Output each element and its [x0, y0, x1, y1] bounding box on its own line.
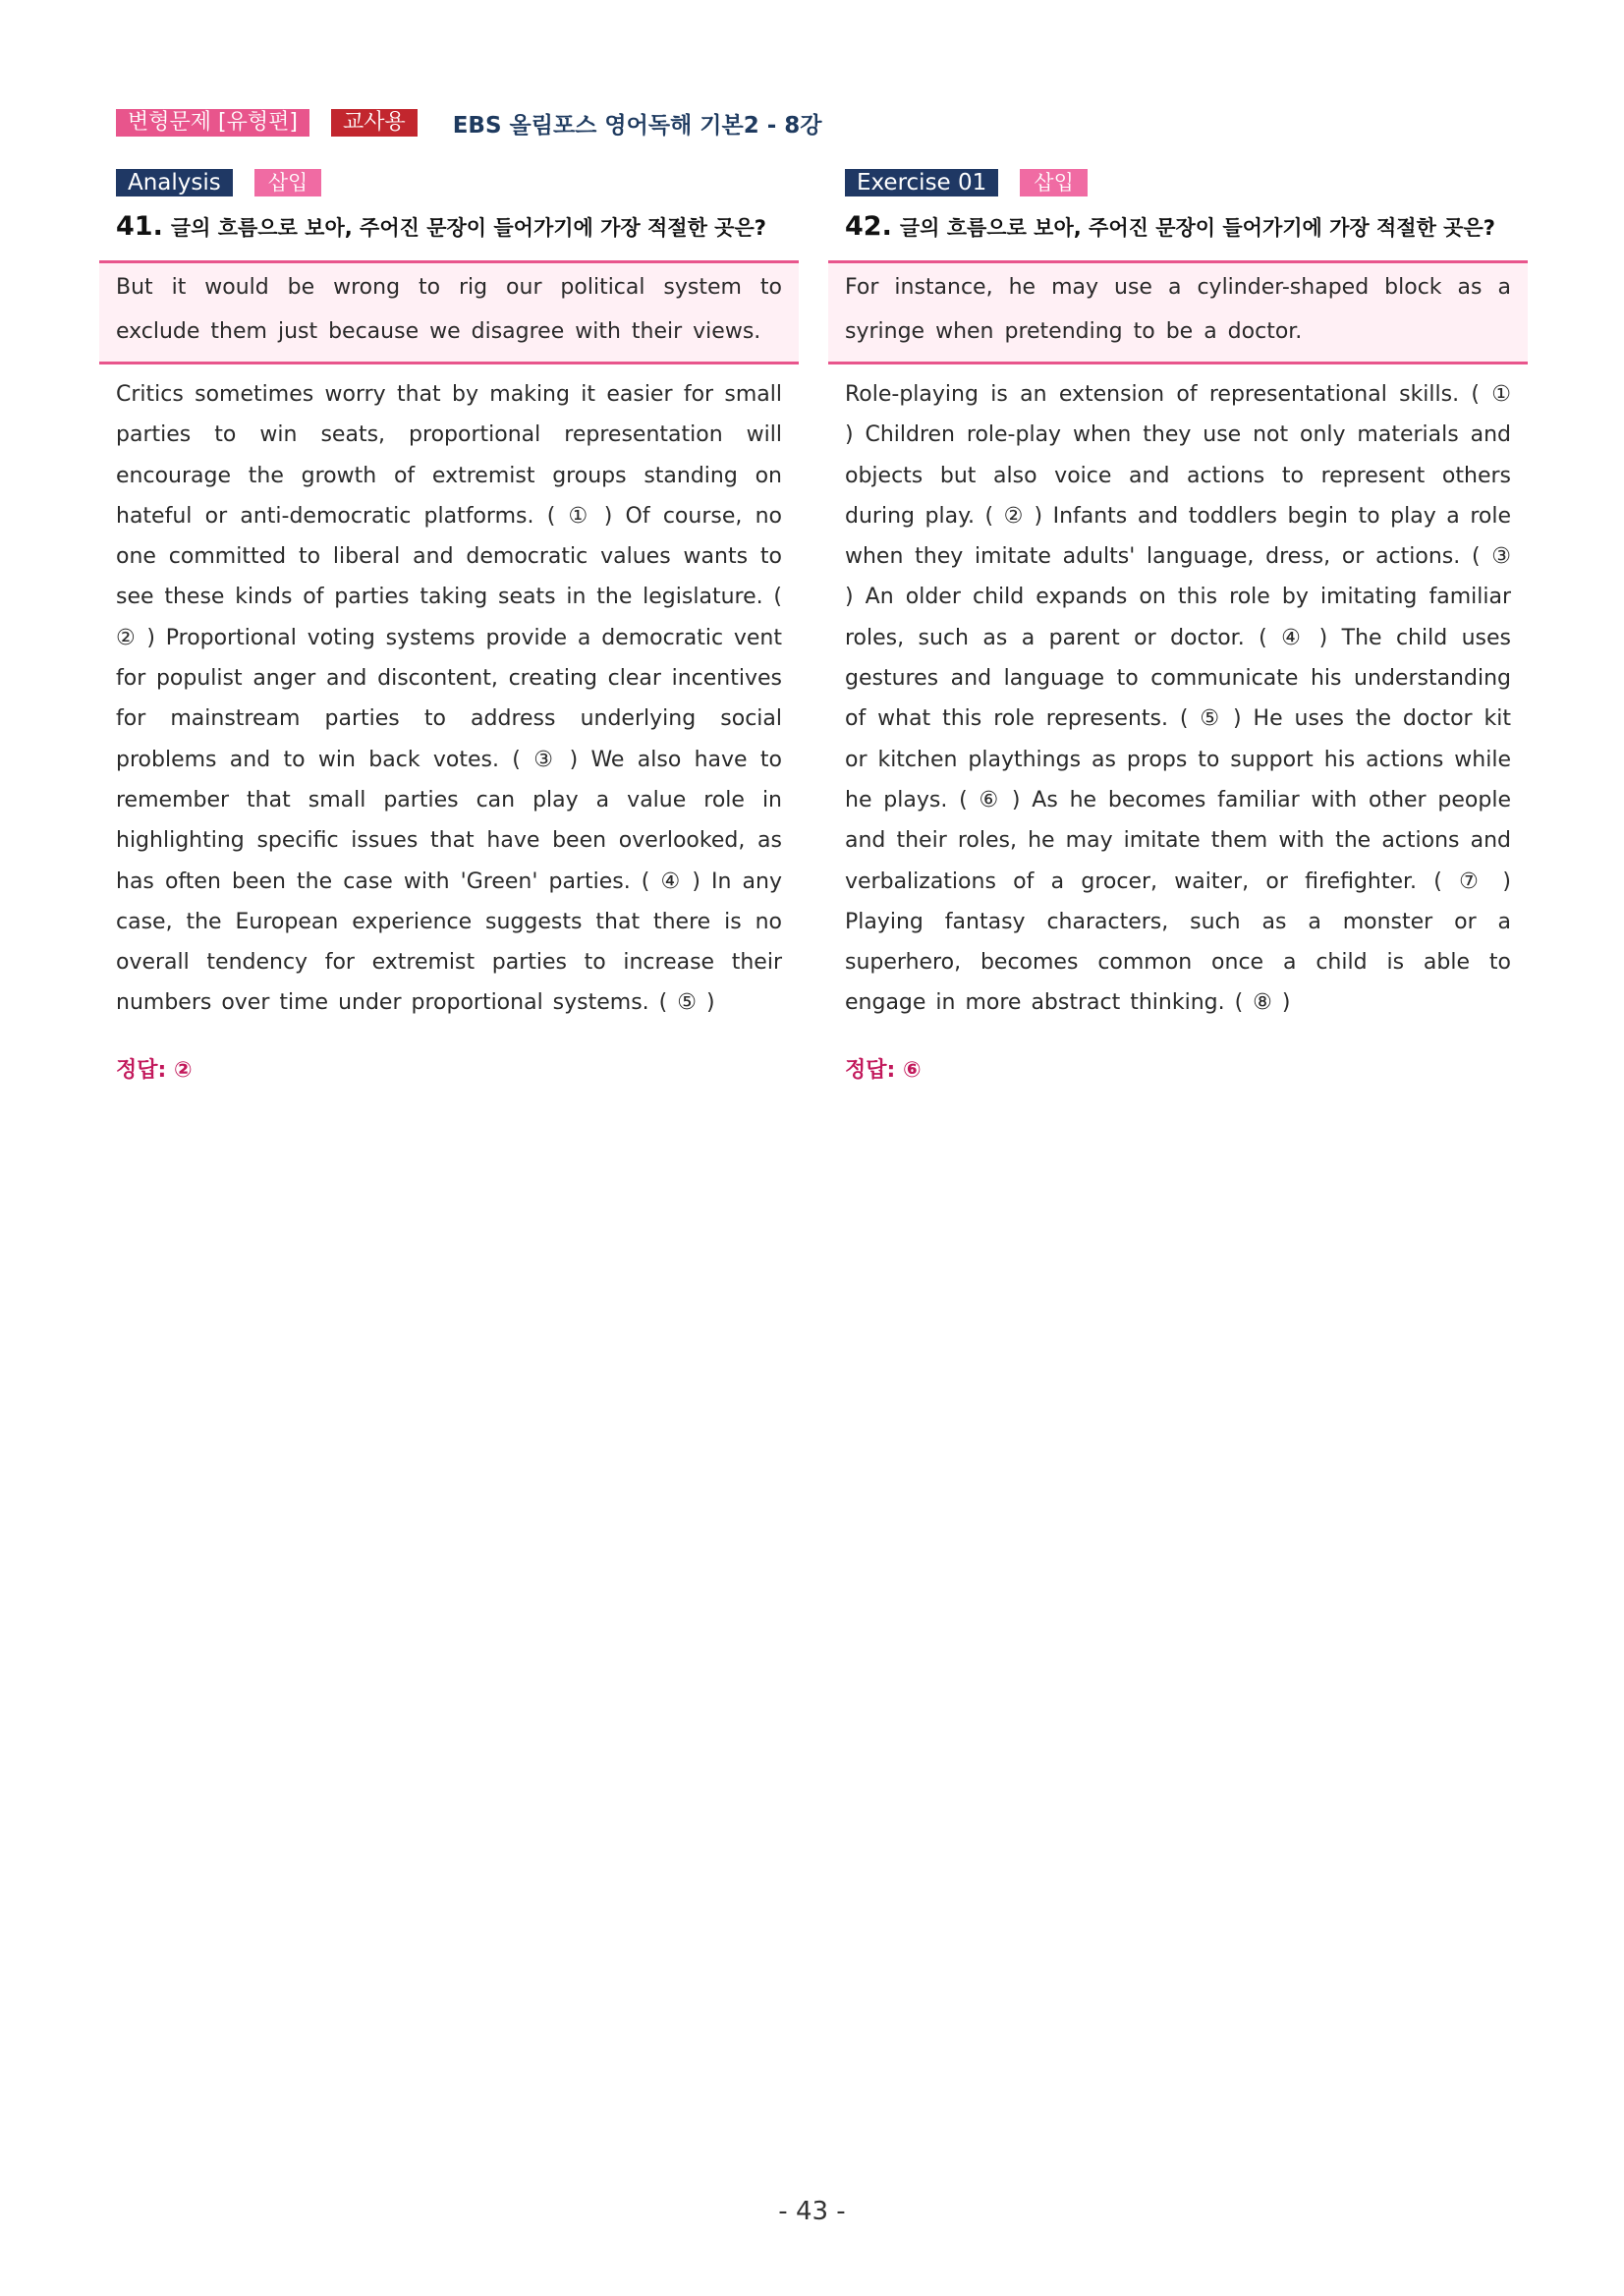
question-text: 글의 흐름으로 보아, 주어진 문장이 들어가기에 가장 적절한 곳은?	[170, 216, 766, 240]
given-sentence-box	[828, 260, 1528, 364]
question-prompt	[845, 208, 1513, 247]
left-labels	[116, 169, 799, 196]
type-tag: 변형문제 [유형편]	[116, 109, 309, 137]
answer: 정답: ⑥	[845, 1057, 922, 1083]
question-number: 42.	[845, 211, 892, 242]
question-number: 41.	[116, 211, 163, 242]
page-header	[116, 106, 822, 140]
question-text: 글의 흐름으로 보아, 주어진 문장이 들어가기에 가장 적절한 곳은?	[899, 216, 1495, 240]
given-sentence: For instance, he may use a cylinder-shaped block as a syringe when pretending to be a doctor.	[845, 275, 1511, 344]
type-label: 삽입	[1020, 169, 1088, 196]
given-sentence-box	[99, 260, 799, 364]
type-label: 삽입	[254, 169, 322, 196]
section-label: Exercise 01	[845, 169, 998, 196]
left-column	[99, 169, 799, 1084]
document-title: EBS 올림포스 영어독해 기본2 - 8강	[452, 112, 822, 139]
page-number: - 43 -	[778, 2197, 846, 2226]
right-column	[828, 169, 1528, 1084]
section-label: Analysis	[116, 169, 233, 196]
teacher-tag: 교사용	[331, 109, 418, 137]
given-sentence: But it would be wrong to rig our political system to exclude them just because we disagree with their views.	[116, 275, 782, 344]
answer: 정답: ②	[116, 1057, 193, 1083]
passage: Critics sometimes worry that by making it easier for small parties to win seats, proportional representation will encourage the growth of extremist groups standing on hateful or anti-democratic platforms. ( ① ) Of course, no one committed to liberal and democratic values wants to see these kinds of parties taking seats in the legislature. ( ② ) Proportional voting systems provide a democratic vent for populist anger and discontent, creating clear incentives for mainstream parties to address underlying social problems and to win back votes. ( ③ ) We also have to remember that small parties can play a value role in highlighting specific issues that have been overlooked, as has often been the case with 'Green' parties. ( ④ ) In any case, the European experience suggests that there is no overall tendency for extremist parties to increase their numbers over time under proportional systems. ( ⑤ )	[116, 382, 782, 1016]
question-prompt	[116, 208, 784, 247]
passage: Role-playing is an extension of representational skills. ( ① ) Children role-play when they use not only materials and objects but also voice and actions to represent others during play. ( ② ) Infants and toddlers begin to play a role when they imitate adults' language, dress, or actions. ( ③ ) An older child expands on this role by imitating familiar roles, such as a parent or doctor. ( ④ ) The child uses gestures and language to communicate his understanding of what this role represents. ( ⑤ ) He uses the doctor kit or kitchen playthings as props to support his actions while he plays. ( ⑥ ) As he becomes familiar with other people and their roles, he may imitate them with the actions and verbalizations of a grocer, waiter, or firefighter. ( ⑦ ) Playing fantasy characters, such as a monster or a superhero, becomes common once a child is able to engage in more abstract thinking. ( ⑧ )	[845, 382, 1511, 1016]
right-labels	[845, 169, 1528, 196]
